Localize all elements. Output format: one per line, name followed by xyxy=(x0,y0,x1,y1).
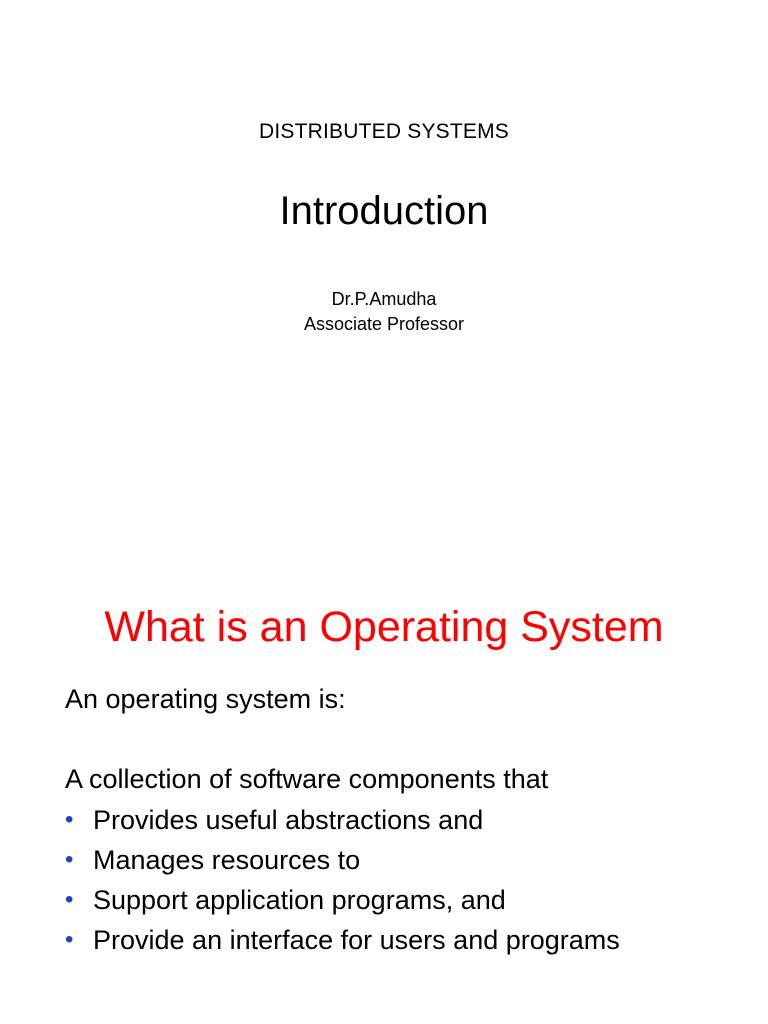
slide-title: Introduction xyxy=(279,189,489,233)
slide-heading: What is an Operating System xyxy=(104,603,664,651)
course-title: DISTRIBUTED SYSTEMS xyxy=(259,120,509,143)
bullet-icon: • xyxy=(65,886,74,913)
bullet-text: Provides useful abstractions and xyxy=(93,805,484,835)
bullet-text: Manages resources to xyxy=(93,845,361,875)
bullet-text: Support application programs, and xyxy=(93,885,506,915)
intro-text: An operating system is: xyxy=(65,684,346,714)
bullet-icon: • xyxy=(65,806,74,833)
author-name: Dr.P.Amudha xyxy=(331,289,437,309)
lead-text: A collection of software components that xyxy=(65,764,549,794)
bullet-icon: • xyxy=(65,846,74,873)
author-role: Associate Professor xyxy=(303,314,465,334)
bullet-text: Provide an interface for users and programs xyxy=(93,925,620,955)
content-slide xyxy=(0,560,768,1024)
bullet-icon: • xyxy=(65,926,74,953)
